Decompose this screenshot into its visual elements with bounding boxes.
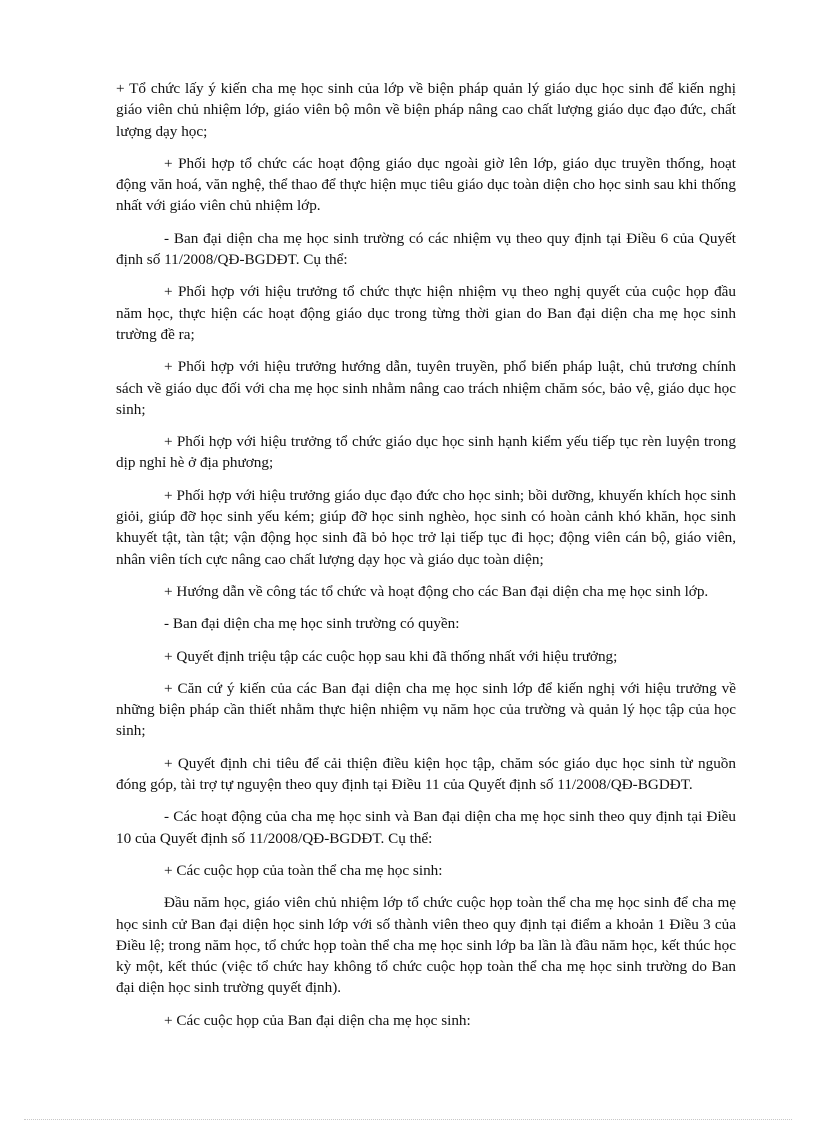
paragraph: - Ban đại diện cha mẹ học sinh trường có quyền: [164, 615, 460, 633]
paragraph: + Phối hợp tổ chức các hoạt động giáo dục ngoài giờ lên lớp, giáo dục truyền thống, hoạt động văn hoá, văn nghệ, thể thao để thực hiện mục tiêu giáo dục toàn diện cho học sinh sau khi thống nhất với giáo viên chủ nhiệm lớp. [116, 154, 736, 215]
paragraph: + Phối hợp với hiệu trưởng tổ chức giáo dục học sinh hạnh kiểm yếu tiếp tục rèn luyện trong dịp nghỉ hè ở địa phương; [116, 433, 736, 472]
paragraph: + Phối hợp với hiệu trưởng tổ chức thực hiện nhiệm vụ theo nghị quyết của cuộc họp đầu năm học, thực hiện các hoạt động giáo dục trong từng thời gian do Ban đại diện cha mẹ học sinh trường đề ra; [116, 283, 736, 343]
paragraph: - Ban đại diện cha mẹ học sinh trường có các nhiệm vụ theo quy định tại Điều 6 của Quyết định số 11/2008/QĐ-BGDĐT. Cụ thể: [116, 229, 736, 269]
page-bottom-divider [24, 1119, 792, 1120]
paragraph: + Hướng dẫn về công tác tổ chức và hoạt động cho các Ban đại diện cha mẹ học sinh lớp. [164, 582, 709, 600]
paragraph: + Các cuộc họp của Ban đại diện cha mẹ học sinh: [164, 1011, 471, 1029]
paragraph: + Quyết định triệu tập các cuộc họp sau khi đã thống nhất với hiệu trưởng; [164, 647, 618, 665]
paragraph: + Phối hợp với hiệu trưởng giáo dục đạo đức cho học sinh; bồi dưỡng, khuyến khích học sinh giỏi, giúp đỡ học sinh yếu kém; giúp đỡ học sinh nghèo, học sinh có hoàn cảnh khó khăn, học sinh khuyết tật, tàn tật; vận động học sinh đã bỏ học trở lại tiếp tục đi học; động viên cán bộ, giáo viên, nhân viên tích cực nâng cao chất lượng dạy học và giáo dục toàn diện; [116, 486, 736, 568]
paragraph: - Các hoạt động của cha mẹ học sinh và Ban đại diện cha mẹ học sinh theo quy định tại Điều 10 của Quyết định số 11/2008/QĐ-BGDĐT. Cụ thể: [116, 808, 736, 847]
paragraph: + Phối hợp với hiệu trưởng hướng dẫn, tuyên truyền, phổ biến pháp luật, chủ trương chính sách về giáo dục đối với cha mẹ học sinh nhằm nâng cao trách nhiệm chăm sóc, bảo vệ, giáo dục học sinh; [116, 358, 736, 418]
paragraph: + Tổ chức lấy ý kiến cha mẹ học sinh của lớp về biện pháp quản lý giáo dục học sinh để kiến nghị giáo viên chủ nhiệm lớp, giáo viên bộ môn về biện pháp nâng cao chất lượng giáo dục đạo đức, chất lượng dạy học; [116, 80, 736, 140]
paragraph: + Các cuộc họp của toàn thể cha mẹ học sinh: [164, 861, 443, 879]
paragraph: Đầu năm học, giáo viên chủ nhiệm lớp tổ chức cuộc họp toàn thể cha mẹ học sinh để cha mẹ học sinh cử Ban đại diện học sinh lớp với số thành viên theo quy định tại điểm a khoản 1 Điều 3 của Điều lệ; trong năm học, tổ chức họp toàn thể cha mẹ học sinh lớp ba lần là đầu năm học, kết thúc học kỳ một, kết thúc (việc tổ chức hay không tổ chức cuộc họp toàn thể cha mẹ học sinh trường do Ban đại diện học sinh trường quyết định). [116, 894, 736, 997]
paragraph: + Quyết định chi tiêu để cải thiện điều kiện học tập, chăm sóc giáo dục học sinh từ nguồn đóng góp, tài trợ tự nguyện theo quy định tại Điều 11 của Quyết định số 11/2008/QĐ-BGDĐT. [116, 754, 736, 794]
paragraph: + Căn cứ ý kiến của các Ban đại diện cha mẹ học sinh lớp để kiến nghị với hiệu trưởng về những biện pháp cần thiết nhằm thực hiện nhiệm vụ năm học của trường và quản lý học tập của học sinh; [116, 679, 736, 740]
